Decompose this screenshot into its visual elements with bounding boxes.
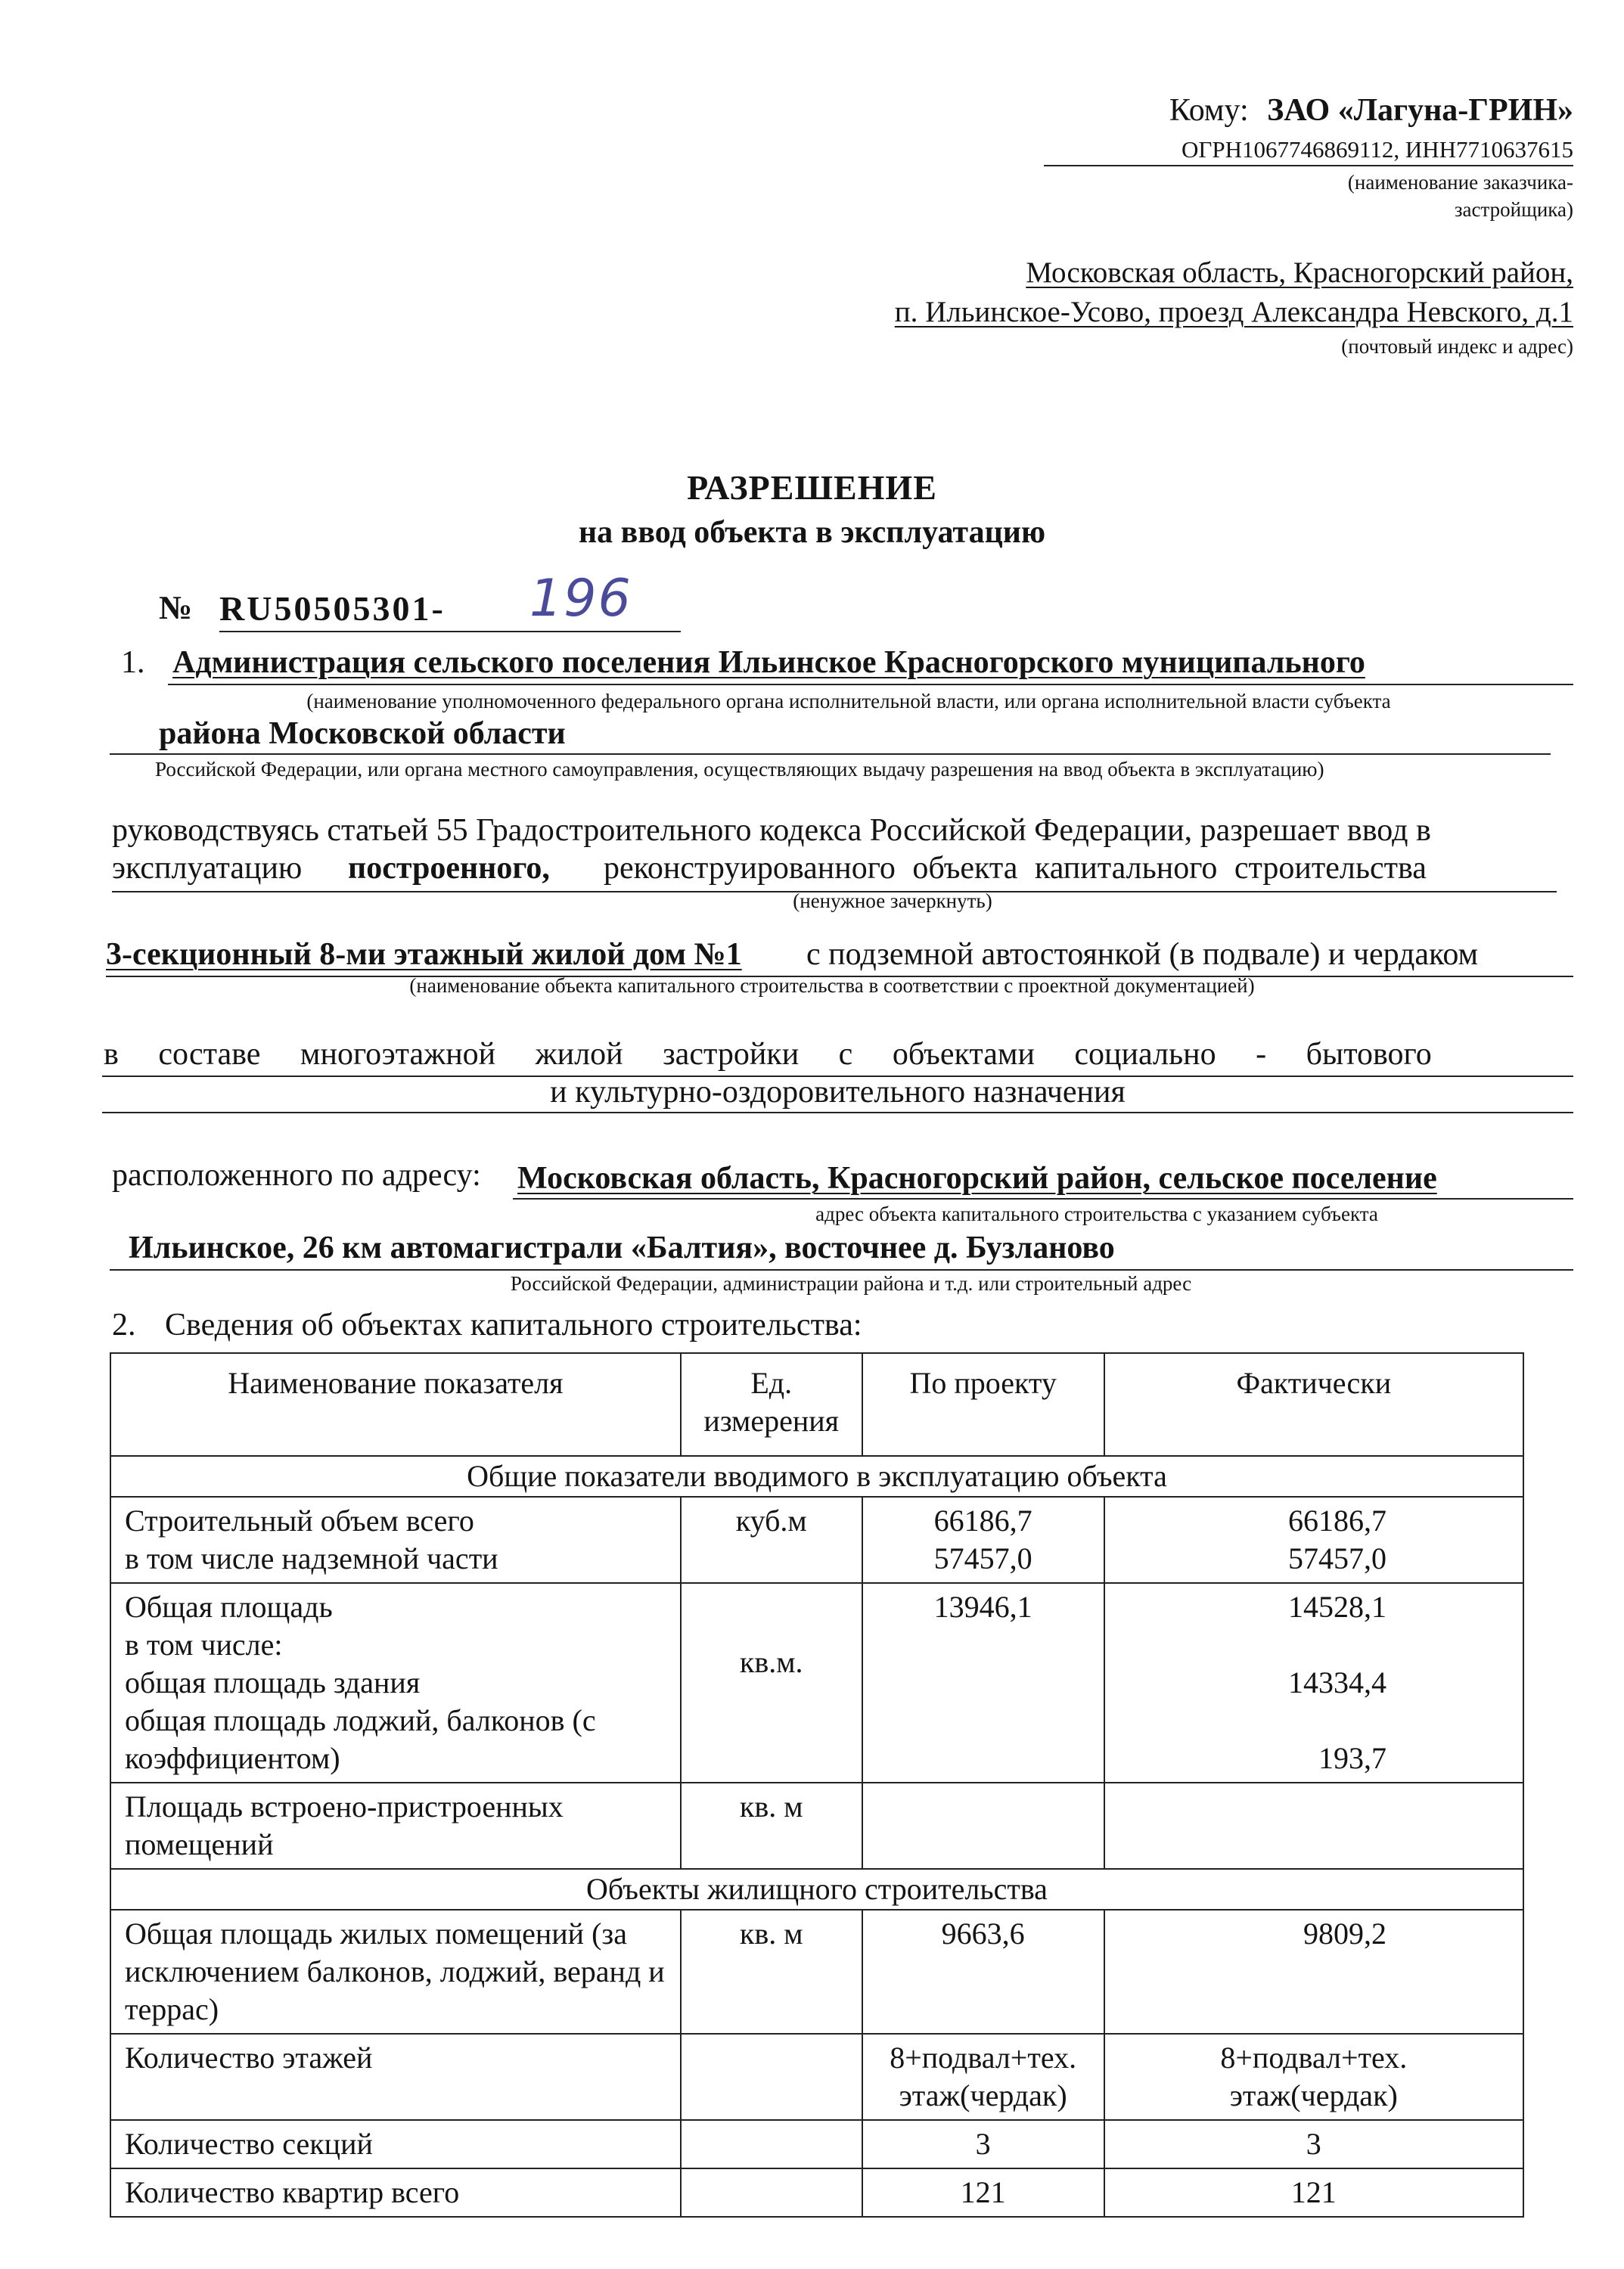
recipient-line: [908, 92, 1573, 129]
composition-text-1: в составе многоэтажной жилой застройки с объектами социально - бытового: [104, 1037, 1432, 1072]
cell-apartments-actual: 121: [1104, 2168, 1523, 2217]
cell-apartments-unit: [681, 2168, 862, 2217]
header-name: Наименование показателя: [110, 1353, 681, 1456]
cell-floors-project: 8+подвал+тех. этаж(чердак): [862, 2034, 1104, 2120]
cell-area-unit: кв.м.: [681, 1583, 862, 1783]
cell-area-project: 13946,1: [862, 1583, 1104, 1783]
strike-caption: (ненужное зачеркнуть): [793, 889, 992, 912]
body-line-2-rest: реконструированного объекта капитального строительства: [604, 851, 1427, 886]
recipient-address-1: Московская область, Красногорский район,: [1026, 256, 1573, 289]
composition-text-2: и культурно-оздоровительного назначения: [550, 1075, 1126, 1110]
recipient-ids: ОГРН1067746869112, ИНН7710637615: [1044, 136, 1573, 166]
recipient-name: ЗАО «Лагуна-ГРИН»: [1267, 93, 1573, 128]
cell-area-actual: 14528,1 14334,4 193,7: [1104, 1583, 1523, 1783]
group-housing: Объекты жилищного строительства: [110, 1869, 1523, 1910]
table-row: [110, 2120, 1523, 2168]
recipient-caption-2: застройщика): [1454, 198, 1573, 221]
cell-living-actual: 9809,2: [1104, 1910, 1523, 2034]
body-line-1: руководствуясь статьей 55 Градостроительного кодекса Российской Федерации, разрешает ввод в: [112, 813, 1431, 848]
page-title: РАЗРЕШЕНИЕ: [687, 468, 937, 507]
table-row: [110, 1910, 1523, 2034]
composition-line-2: [102, 1072, 1573, 1113]
table-header-row: [110, 1353, 1523, 1456]
cell-apartments-name: Количество квартир всего: [110, 2168, 681, 2217]
authority-text-2: района Московской области: [159, 716, 566, 751]
permit-number-handwritten: 196: [529, 569, 632, 629]
authority-line-2: [110, 714, 1551, 755]
object-caption: (наименование объекта капитального строительства в соответствии с проектной документацией): [409, 974, 1255, 997]
section-1-number: 1.: [121, 645, 145, 680]
header-unit: Ед. измерения: [681, 1353, 862, 1456]
object-name-bold: 3-секционный 8-ми этажный жилой дом №1: [106, 937, 742, 972]
authority-line-1: [168, 643, 1573, 685]
cell-builtin-name: Площадь встроено-пристроенных помещений: [110, 1783, 681, 1869]
recipient-address-caption: (почтовый индекс и адрес): [1341, 335, 1573, 358]
cell-volume-project: 66186,7 57457,0: [862, 1497, 1104, 1583]
cell-builtin-actual: [1104, 1783, 1523, 1869]
table-row: [110, 1583, 1523, 1783]
table-row: [110, 2034, 1523, 2120]
cell-builtin-project: [862, 1783, 1104, 1869]
body-line-2: [112, 849, 1557, 892]
table-row: [110, 1783, 1523, 1869]
page-subtitle: на ввод объекта в эксплуатацию: [578, 515, 1046, 550]
cell-volume-name: Строительный объем всего в том числе надземной части: [110, 1497, 681, 1583]
composition-line-1: [102, 1035, 1573, 1077]
cell-builtin-unit: кв. м: [681, 1783, 862, 1869]
section-2-title: Сведения об объектах капитального строительства:: [165, 1308, 862, 1342]
indicators-table: [110, 1352, 1524, 2218]
header-actual: Фактически: [1104, 1353, 1523, 1456]
address-caption-1: адрес объекта капитального строительства с указанием субъекта: [815, 1203, 1378, 1225]
cell-living-unit: кв. м: [681, 1910, 862, 2034]
address-label: расположенного по адресу:: [112, 1158, 481, 1193]
object-name-rest: с подземной автостоянкой (в подвале) и чердаком: [806, 937, 1479, 972]
table-row: [110, 2168, 1523, 2217]
cell-living-name: Общая площадь жилых помещений (за исключением балконов, лоджий, веранд и террас): [110, 1910, 681, 2034]
table-group-row: [110, 1869, 1523, 1910]
body-built-option: построенного,: [348, 851, 550, 886]
group-general: Общие показатели вводимого в эксплуатацию объекта: [110, 1456, 1523, 1497]
permit-number: [219, 569, 681, 632]
cell-sections-unit: [681, 2120, 862, 2168]
section-2-number: 2.: [112, 1308, 136, 1342]
address-caption-2: Российской Федерации, администрации района и т.д. или строительный адрес: [510, 1272, 1192, 1295]
cell-volume-unit: куб.м: [681, 1497, 862, 1583]
body-line-2-start: эксплуатацию: [112, 851, 303, 886]
table-group-row: [110, 1456, 1523, 1497]
cell-floors-name: Количество этажей: [110, 2034, 681, 2120]
recipient-label: Кому:: [1169, 93, 1249, 128]
cell-living-project: 9663,6: [862, 1910, 1104, 2034]
cell-sections-actual: 3: [1104, 2120, 1523, 2168]
permit-number-sign: №: [159, 589, 193, 626]
cell-area-name: Общая площадь в том числе: общая площадь здания общая площадь лоджий, балконов (с коэффициентом): [110, 1583, 681, 1783]
permit-number-code: RU50505301-: [219, 589, 446, 628]
cell-floors-unit: [681, 2034, 862, 2120]
address-line-1: [513, 1156, 1573, 1200]
table-row: [110, 1497, 1523, 1583]
address-text-1: Московская область, Красногорский район, сельское поселение: [517, 1161, 1437, 1196]
cell-volume-actual: 66186,7 57457,0: [1104, 1497, 1523, 1583]
header-project: По проекту: [862, 1353, 1104, 1456]
authority-text-1: Администрация сельского поселения Ильинское Красногорского муниципального: [172, 645, 1365, 680]
recipient-address-2: п. Ильинское-Усово, проезд Александра Невского, д.1: [894, 296, 1573, 328]
cell-floors-actual: 8+подвал+тех. этаж(чердак): [1104, 2034, 1523, 2120]
recipient-caption-1: (наименование заказчика-: [1347, 171, 1573, 194]
authority-caption-2: Российской Федерации, или органа местного самоуправления, осуществляющих выдачу разрешения на ввод объекта в эксплуатацию): [155, 758, 1324, 781]
cell-apartments-project: 121: [862, 2168, 1104, 2217]
address-line-2: [110, 1227, 1573, 1271]
cell-sections-name: Количество секций: [110, 2120, 681, 2168]
object-name-line: [106, 935, 1573, 977]
cell-sections-project: 3: [862, 2120, 1104, 2168]
authority-caption-1: (наименование уполномоченного федерального органа исполнительной власти, или органа исполнительной власти субъекта: [306, 690, 1391, 712]
address-text-2: Ильинское, 26 км автомагистрали «Балтия», восточнее д. Бузланово: [129, 1231, 1115, 1265]
